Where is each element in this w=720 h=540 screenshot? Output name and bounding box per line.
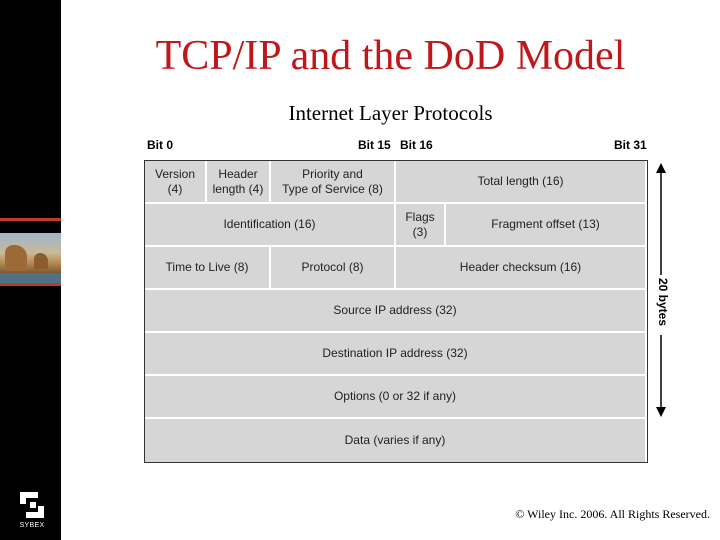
header-field-grid [144,160,648,463]
slide-title: TCP/IP and the DoD Model [155,33,626,79]
field-type-of-service: Priority and Type of Service (8) [271,161,396,204]
field-time-to-live: Time to Live (8) [145,247,271,290]
field-source-ip: Source IP address (32) [145,290,647,333]
field-protocol: Protocol (8) [271,247,396,290]
field-header-checksum: Header checksum (16) [396,247,647,290]
field-identification: Identification (16) [145,204,396,247]
sidebar-photo [0,233,61,283]
bit-label-16: Bit 16 [400,138,433,152]
copyright-notice: © Wiley Inc. 2006. All Rights Reserved. [515,507,710,521]
sidebar [0,0,61,540]
sybex-logo-icon [16,490,48,520]
field-options: Options (0 or 32 if any) [145,376,647,419]
ip-header-diagram [140,135,678,463]
field-flags: Flags (3) [396,204,446,247]
bit-label-0: Bit 0 [147,138,174,152]
sidebar-accent-line [0,218,61,221]
bit-label-15: Bit 15 [358,138,391,152]
field-header-length: Header length (4) [207,161,271,204]
field-fragment-offset: Fragment offset (13) [446,204,647,247]
size-label: 20 bytes [653,275,673,335]
field-data: Data (varies if any) [145,419,647,462]
bit-label-31: Bit 31 [614,138,647,152]
sybex-logo [10,490,54,536]
field-version: Version (4) [145,161,207,204]
field-total-length: Total length (16) [396,161,647,204]
slide-subtitle: Internet Layer Protocols [288,101,493,125]
logo-text: SYBEX [19,522,45,529]
sidebar-accent-line [0,283,61,286]
field-destination-ip: Destination IP address (32) [145,333,647,376]
